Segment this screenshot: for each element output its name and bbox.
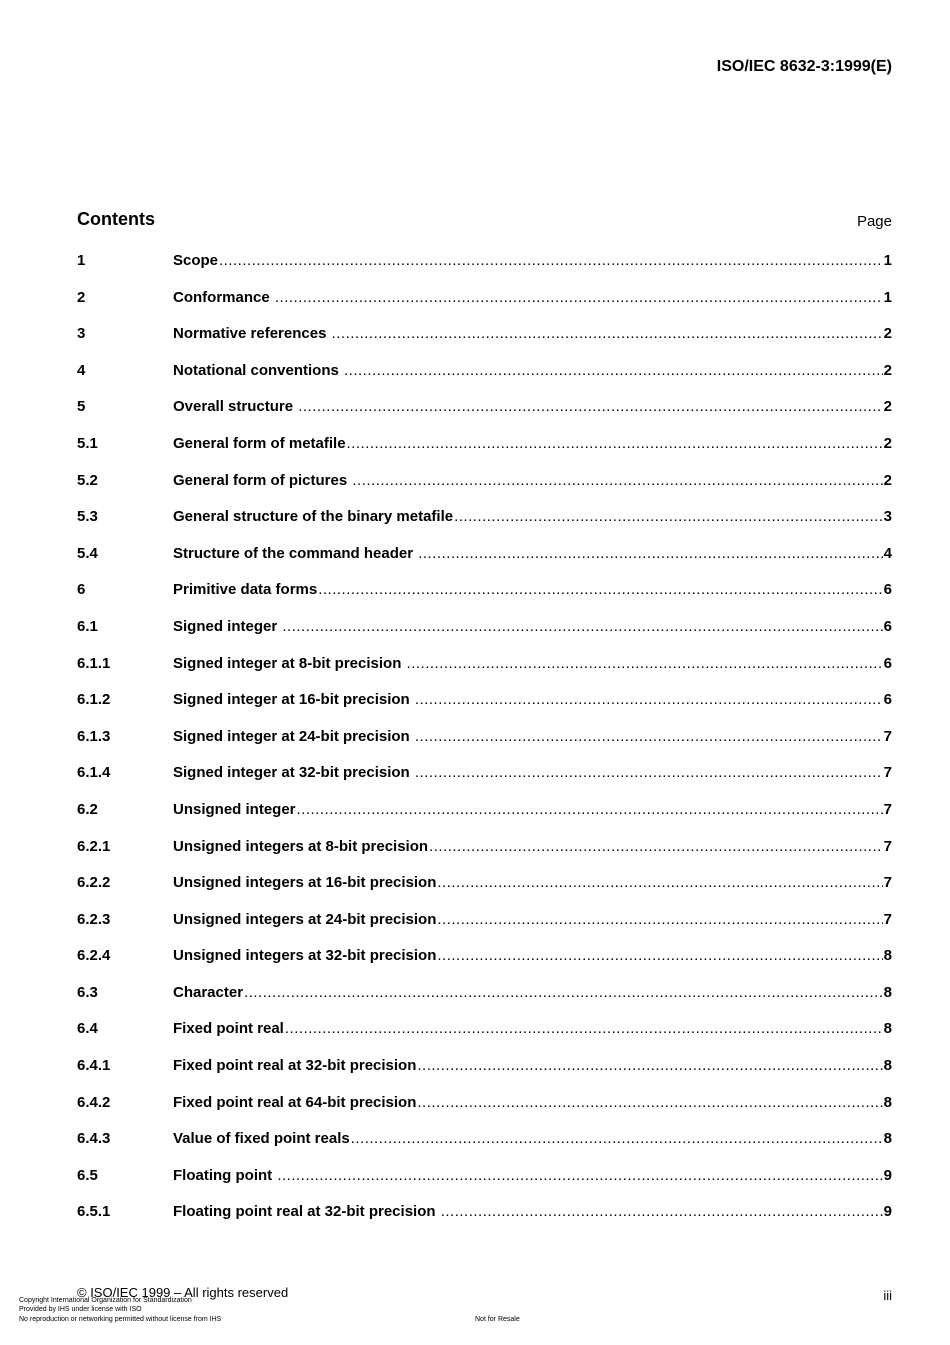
toc-entry-page: 9 (883, 1203, 892, 1221)
toc-entry-page: 2 (883, 434, 892, 452)
toc-entry[interactable] (77, 1130, 892, 1167)
toc-entry[interactable] (77, 1203, 892, 1240)
toc-dot-leader (415, 728, 883, 745)
license-line-2: Provided by IHS under license with ISO (19, 1306, 142, 1313)
toc-entry-page: 7 (883, 910, 892, 928)
toc-dot-leader (298, 398, 882, 415)
toc-entry[interactable] (77, 618, 892, 655)
toc-entry[interactable] (77, 581, 892, 618)
toc-entry-page: 2 (883, 471, 892, 489)
toc-dot-leader (429, 838, 883, 855)
toc-entry[interactable] (77, 472, 892, 509)
toc-entry[interactable] (77, 911, 892, 948)
toc-entry-title: Unsigned integers at 8-bit precision (173, 837, 429, 855)
contents-heading: Contents (77, 209, 155, 229)
toc-entry-number: 6.1.1 (77, 654, 111, 672)
toc-dot-leader (344, 362, 883, 379)
toc-entry-title: Signed integer at 8-bit precision (173, 654, 406, 672)
toc-entry-page: 6 (883, 654, 892, 672)
toc-entry[interactable] (77, 545, 892, 582)
toc-entry[interactable] (77, 289, 892, 326)
toc-entry-number: 6.5.1 (77, 1203, 111, 1221)
toc-entry-title: General structure of the binary metafile (173, 508, 454, 526)
toc-entry-number: 2 (77, 288, 86, 306)
toc-entry-title: Signed integer (173, 617, 282, 635)
toc-entry[interactable] (77, 362, 892, 399)
toc-entry-page: 7 (883, 764, 892, 782)
toc-entry-number: 6.2.1 (77, 837, 111, 855)
toc-entry-page: 8 (883, 1057, 892, 1075)
toc-dot-leader (418, 545, 882, 562)
toc-dot-leader (441, 1203, 883, 1220)
toc-entry-number: 6.2.2 (77, 874, 111, 892)
toc-entry-title: General form of metafile (173, 434, 346, 452)
toc-entry-title: Signed integer at 32-bit precision (173, 764, 414, 782)
page-number: iii (883, 1288, 892, 1303)
toc-entry[interactable] (77, 1094, 892, 1131)
toc-entry[interactable] (77, 984, 892, 1021)
toc-entry-number: 6 (77, 581, 86, 599)
toc-entry-page: 8 (883, 1130, 892, 1148)
toc-entry-title: Floating point (173, 1166, 277, 1184)
toc-entry[interactable] (77, 252, 892, 289)
toc-entry-title: Conformance (173, 288, 274, 306)
toc-entry-page: 1 (883, 252, 892, 269)
toc-entry-title: Value of fixed point reals (173, 1130, 350, 1148)
toc-entry[interactable] (77, 398, 892, 435)
page-column-label: Page (856, 213, 892, 230)
toc-dot-leader (244, 984, 883, 1001)
toc-dot-leader (285, 1020, 883, 1037)
toc-entry-title: Unsigned integers at 16-bit precision (173, 874, 437, 892)
toc-entry-number: 6.1 (77, 617, 98, 635)
toc-dot-leader (282, 618, 882, 635)
toc-entry-page: 8 (883, 983, 892, 1001)
toc-entry[interactable] (77, 947, 892, 984)
toc-entry-page: 7 (883, 837, 892, 855)
toc-entry-number: 5.4 (77, 544, 98, 562)
toc-entry-page: 1 (883, 288, 892, 306)
toc-entry-number: 6.4.1 (77, 1057, 111, 1075)
toc-entry-number: 6.3 (77, 983, 98, 1001)
toc-entry-page: 8 (883, 1093, 892, 1111)
toc-entry-page: 7 (883, 800, 892, 818)
toc-dot-leader (347, 435, 883, 452)
toc-entry-page: 6 (883, 617, 892, 635)
toc-entry[interactable] (77, 691, 892, 728)
toc-entry-title: Unsigned integer (173, 800, 296, 818)
toc-entry-title: Overall structure (173, 398, 298, 416)
toc-entry-page: 7 (883, 727, 892, 745)
toc-entry-page: 8 (883, 947, 892, 965)
toc-entry-title: Fixed point real (173, 1020, 284, 1038)
toc-entry-number: 5 (77, 398, 86, 416)
toc-dot-leader (437, 947, 882, 964)
toc-dot-leader (332, 325, 883, 342)
toc-entry-title: Unsigned integers at 24-bit precision (173, 910, 437, 928)
toc-entry[interactable] (77, 801, 892, 838)
toc-dot-leader (415, 764, 883, 781)
toc-entry-page: 9 (883, 1166, 892, 1184)
toc-entry-number: 6.2 (77, 800, 98, 818)
toc-dot-leader (437, 874, 882, 891)
toc-entry-title: Structure of the command header (173, 544, 418, 562)
toc-entry-number: 3 (77, 325, 86, 343)
toc-dot-leader (318, 581, 882, 598)
toc-dot-leader (454, 508, 883, 525)
toc-entry-number: 6.4.3 (77, 1130, 111, 1148)
toc-dot-leader (415, 691, 883, 708)
toc-entry-number: 6.4.2 (77, 1093, 111, 1111)
toc-entry-page: 2 (883, 398, 892, 416)
toc-entry-title: Normative references (173, 325, 331, 343)
toc-dot-leader (297, 801, 883, 818)
toc-entry-page: 6 (883, 691, 892, 709)
toc-dot-leader (407, 655, 883, 672)
toc-entry-number: 6.1.4 (77, 764, 111, 782)
copyright-notice: © ISO/IEC 1999 – All rights reserved (77, 1285, 289, 1300)
toc-entry-number: 6.2.4 (77, 947, 111, 965)
toc-entry-number: 1 (77, 252, 86, 269)
toc-entry-title: Signed integer at 24-bit precision (173, 727, 414, 745)
toc-dot-leader (352, 472, 882, 489)
toc-entry-number: 5.1 (77, 434, 98, 452)
toc-dot-leader (275, 289, 883, 306)
toc-entry-number: 6.1.3 (77, 727, 111, 745)
toc-entry-number: 6.2.3 (77, 910, 111, 928)
toc-entry-number: 4 (77, 361, 86, 379)
toc-entry[interactable] (77, 435, 892, 472)
toc-entry-page: 3 (883, 508, 892, 526)
toc-entry[interactable] (77, 655, 892, 692)
toc-entry[interactable] (77, 764, 892, 801)
toc-entry[interactable] (77, 508, 892, 545)
toc-entry-number: 6.5 (77, 1166, 98, 1184)
toc-entry-number: 6.4 (77, 1020, 98, 1038)
toc-dot-leader (437, 911, 882, 928)
toc-entry-page: 6 (883, 581, 892, 599)
toc-dot-leader (219, 252, 883, 269)
toc-entry-number: 5.2 (77, 471, 98, 489)
license-line-1: Copyright International Organization for Standardization (19, 1297, 192, 1304)
toc-entry-title: General form of pictures (173, 471, 352, 489)
toc-entry-title: Fixed point real at 64-bit precision (173, 1093, 417, 1111)
toc-entry-page: 8 (883, 1020, 892, 1038)
toc-entry-title: Character (173, 983, 244, 1001)
toc-entry-number: 5.3 (77, 508, 98, 526)
toc-entry-page: 2 (883, 325, 892, 343)
toc-dot-leader (417, 1057, 882, 1074)
toc-entry-title: Fixed point real at 32-bit precision (173, 1057, 417, 1075)
table-of-contents (77, 252, 892, 1240)
toc-entry[interactable] (77, 728, 892, 765)
toc-entry-page: 2 (883, 361, 892, 379)
toc-entry[interactable] (77, 838, 892, 875)
not-for-resale-notice: Not for Resale (475, 1316, 520, 1323)
toc-entry[interactable] (77, 1020, 892, 1057)
toc-entry-title: Notational conventions (173, 361, 344, 379)
document-id: ISO/IEC 8632-3:1999(E) (716, 58, 892, 75)
toc-entry-title: Signed integer at 16-bit precision (173, 691, 414, 709)
toc-entry-page: 4 (883, 544, 892, 562)
toc-dot-leader (277, 1167, 882, 1184)
toc-entry-page: 7 (883, 874, 892, 892)
toc-entry-number: 6.1.2 (77, 691, 111, 709)
toc-dot-leader (417, 1094, 882, 1111)
toc-entry[interactable] (77, 874, 892, 911)
toc-entry[interactable] (77, 1057, 892, 1094)
license-line-3: No reproduction or networking permitted without license from IHS (19, 1316, 222, 1323)
toc-entry[interactable] (77, 1167, 892, 1204)
toc-entry-title: Floating point real at 32-bit precision (173, 1203, 440, 1221)
toc-entry-title: Primitive data forms (173, 581, 318, 599)
toc-entry-title: Scope (173, 252, 219, 269)
toc-entry-title: Unsigned integers at 32-bit precision (173, 947, 437, 965)
toc-dot-leader (351, 1130, 883, 1147)
toc-entry[interactable] (77, 325, 892, 362)
